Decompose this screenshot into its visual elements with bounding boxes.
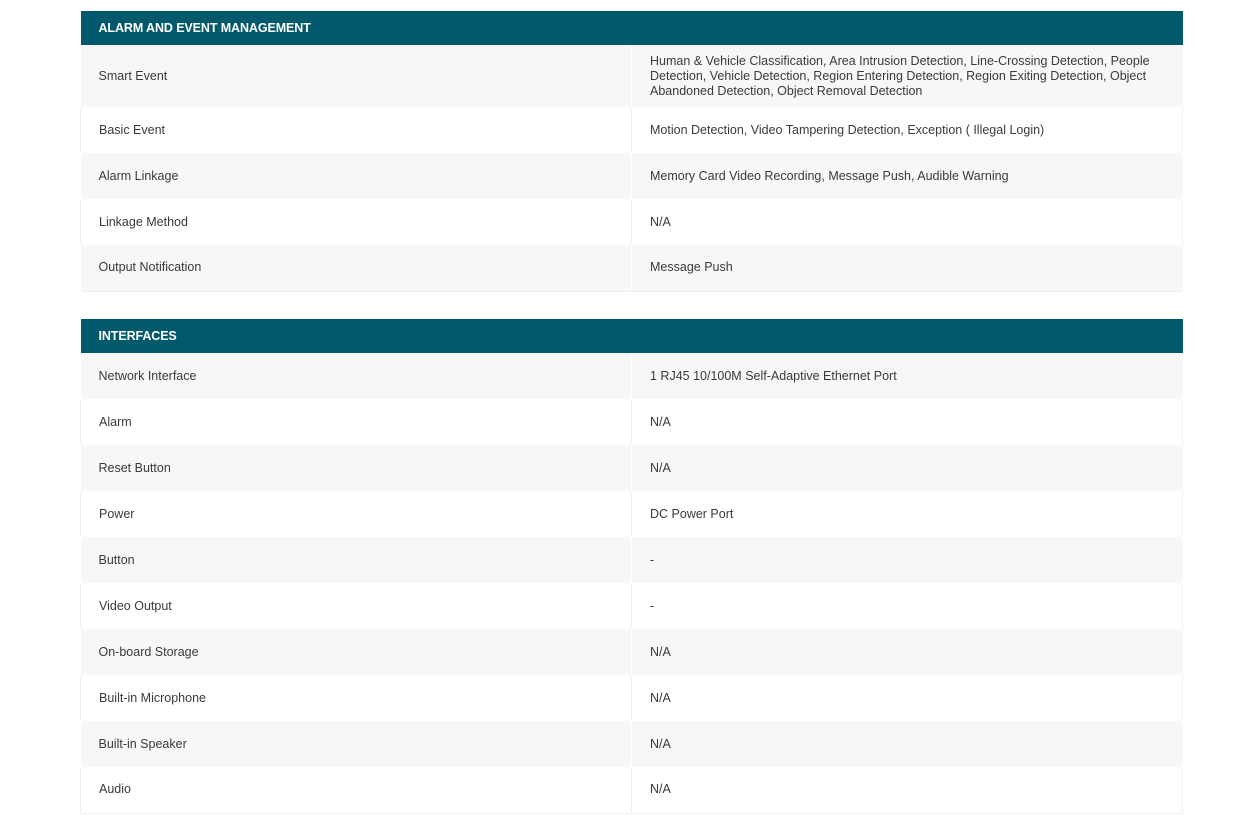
spec-label: Linkage Method [81,199,632,245]
spec-row-output-notification [81,245,1183,291]
spec-label: Smart Event [81,45,632,107]
spec-value: - [632,583,1183,629]
spec-row-video-output [81,583,1183,629]
spec-value: DC Power Port [632,491,1183,537]
spec-label: Basic Event [81,107,632,153]
spec-value: Memory Card Video Recording, Message Push, Audible Warning [632,153,1183,199]
spec-value: N/A [632,199,1183,245]
spec-label: Alarm Linkage [81,153,632,199]
spec-row-alarm [81,399,1183,445]
spec-row-linkage-method [81,199,1183,245]
spec-label: Built-in Speaker [81,721,632,767]
spec-row-basic-event [81,107,1183,153]
spec-label: Audio [81,767,632,813]
spec-value: Message Push [632,245,1183,291]
spec-label: Output Notification [81,245,632,291]
spec-value: N/A [632,767,1183,813]
spec-value: - [632,537,1183,583]
spec-row-power [81,491,1183,537]
spec-label: Alarm [81,399,632,445]
spec-label: Button [81,537,632,583]
spec-value: N/A [632,721,1183,767]
spec-label: Built-in Microphone [81,675,632,721]
spec-label: Network Interface [81,353,632,399]
interfaces-spec-table [80,319,1183,814]
interfaces-section-header: INTERFACES [81,319,1183,353]
spec-row-onboard-storage [81,629,1183,675]
spec-row-audio [81,767,1183,813]
alarm-event-spec-table [80,11,1183,292]
spec-label: Power [81,491,632,537]
spec-value: Motion Detection, Video Tampering Detection, Exception ( Illegal Login) [632,107,1183,153]
spec-row-smart-event [81,45,1183,107]
spec-row-button [81,537,1183,583]
spec-label: On-board Storage [81,629,632,675]
spec-row-builtin-microphone [81,675,1183,721]
spec-value: N/A [632,399,1183,445]
spec-value: N/A [632,629,1183,675]
spec-row-network-interface [81,353,1183,399]
spec-row-reset-button [81,445,1183,491]
spec-value: Human & Vehicle Classification, Area Intrusion Detection, Line-Crossing Detection, People Detection, Vehicle Detection, Region Entering Detection, Region Exiting Detection, Object Abandoned Detection, Object Removal Detection [632,45,1183,107]
spec-label: Video Output [81,583,632,629]
spec-value: N/A [632,445,1183,491]
spec-row-builtin-speaker [81,721,1183,767]
spec-value: N/A [632,675,1183,721]
spec-row-alarm-linkage [81,153,1183,199]
spec-label: Reset Button [81,445,632,491]
spec-value: 1 RJ45 10/100M Self-Adaptive Ethernet Port [632,353,1183,399]
alarm-section-header: ALARM AND EVENT MANAGEMENT [81,11,1183,45]
